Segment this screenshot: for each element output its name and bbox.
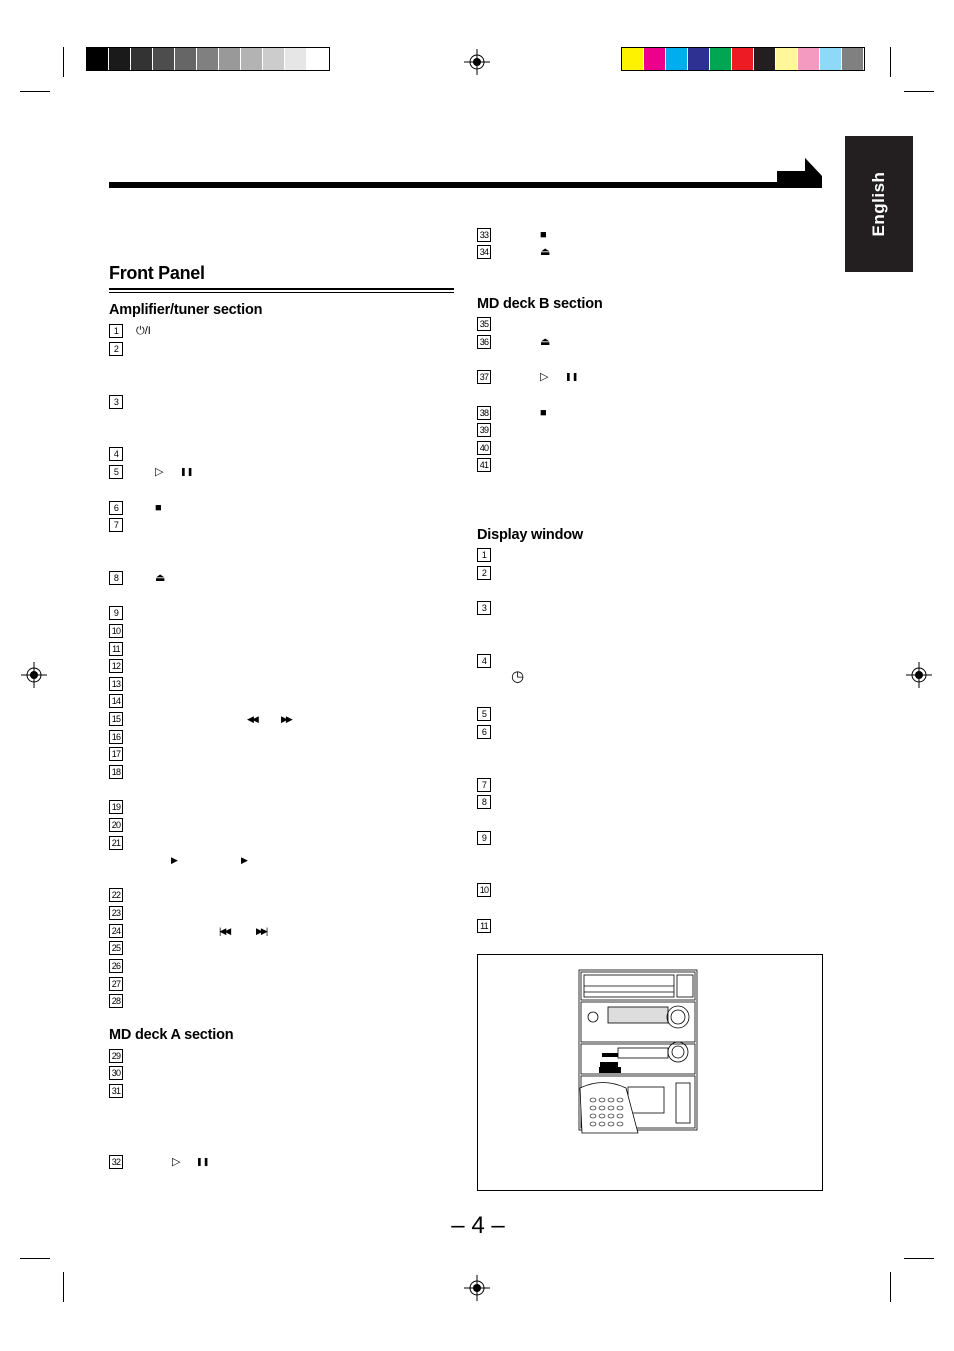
item-number-box: 9 bbox=[477, 831, 491, 845]
item-number-box: 33 bbox=[477, 228, 491, 242]
color-swatch bbox=[754, 48, 776, 70]
item-number-box: 8 bbox=[477, 795, 491, 809]
item-number-box: 2 bbox=[477, 566, 491, 580]
gray-swatch bbox=[197, 48, 219, 70]
play-solid-icon: ▶ bbox=[241, 855, 248, 865]
gray-swatch bbox=[241, 48, 263, 70]
gray-swatch bbox=[153, 48, 175, 70]
item-number-box: 28 bbox=[109, 994, 123, 1008]
item-number-box: 7 bbox=[109, 518, 123, 532]
title-rule bbox=[109, 288, 454, 290]
color-swatch bbox=[798, 48, 820, 70]
color-swatch bbox=[688, 48, 710, 70]
md-deck-a-heading: MD deck A section bbox=[109, 1027, 234, 1043]
stop-icon: ■ bbox=[540, 229, 547, 241]
color-swatch bbox=[820, 48, 842, 70]
item-number-box: 16 bbox=[109, 730, 123, 744]
item-number-box: 26 bbox=[109, 959, 123, 973]
system-illustration-frame bbox=[477, 954, 823, 1191]
crop-mark bbox=[63, 1272, 64, 1302]
gray-swatch bbox=[87, 48, 109, 70]
color-swatch bbox=[842, 48, 864, 70]
item-number-box: 7 bbox=[477, 778, 491, 792]
page-title: Front Panel bbox=[109, 263, 205, 283]
item-number-box: 11 bbox=[109, 642, 123, 656]
item-number-box: 39 bbox=[477, 423, 491, 437]
item-number-box: 24 bbox=[109, 924, 123, 938]
eject-icon: ⏏ bbox=[540, 336, 551, 348]
power-icon: ⏻/I bbox=[136, 325, 151, 337]
item-number-box: 21 bbox=[109, 836, 123, 850]
item-number-box: 6 bbox=[477, 725, 491, 739]
crop-mark bbox=[890, 47, 891, 77]
gray-swatch bbox=[263, 48, 285, 70]
timer-icon: ◷ bbox=[511, 668, 525, 685]
pause-icon: ❚❚ bbox=[180, 467, 194, 476]
title-rule-thin bbox=[109, 292, 454, 293]
item-number-box: 3 bbox=[109, 395, 123, 409]
display-window-heading: Display window bbox=[477, 527, 583, 543]
item-number-box: 38 bbox=[477, 406, 491, 420]
item-number-box: 40 bbox=[477, 441, 491, 455]
item-number-box: 3 bbox=[477, 601, 491, 615]
play-icon: ▷ bbox=[540, 371, 549, 383]
eject-icon: ⏏ bbox=[155, 572, 166, 584]
fast-forward-icon: ▶▶ bbox=[281, 714, 291, 724]
item-number-box: 35 bbox=[477, 317, 491, 331]
item-number-box: 10 bbox=[109, 624, 123, 638]
rewind-icon: ◀◀ bbox=[247, 714, 257, 724]
item-number-box: 15 bbox=[109, 712, 123, 726]
gray-swatch bbox=[131, 48, 153, 70]
crop-mark bbox=[63, 47, 64, 77]
item-number-box: 12 bbox=[109, 659, 123, 673]
gray-swatch bbox=[109, 48, 131, 70]
crop-mark bbox=[904, 1258, 934, 1259]
item-number-box: 30 bbox=[109, 1066, 123, 1080]
header-rule bbox=[109, 182, 822, 188]
color-swatch bbox=[732, 48, 754, 70]
play-icon: ▷ bbox=[172, 1156, 181, 1168]
item-number-box: 25 bbox=[109, 941, 123, 955]
crop-mark bbox=[904, 91, 934, 92]
gray-swatch-bar bbox=[86, 47, 330, 71]
registration-mark-icon bbox=[464, 1275, 490, 1301]
crop-mark bbox=[20, 91, 50, 92]
language-tab bbox=[845, 136, 913, 272]
crop-mark bbox=[890, 1272, 891, 1302]
item-number-box: 31 bbox=[109, 1084, 123, 1098]
item-number-box: 4 bbox=[477, 654, 491, 668]
gray-swatch bbox=[307, 48, 329, 70]
color-swatch bbox=[710, 48, 732, 70]
language-label: English bbox=[869, 171, 888, 237]
item-number-box: 27 bbox=[109, 977, 123, 991]
item-number-box: 14 bbox=[109, 694, 123, 708]
crop-mark bbox=[20, 1258, 50, 1259]
item-number-box: 11 bbox=[477, 919, 491, 933]
item-number-box: 5 bbox=[477, 707, 491, 721]
play-icon: ▷ bbox=[155, 466, 164, 478]
page-number: – 4 – bbox=[451, 1212, 505, 1239]
registration-mark-icon bbox=[906, 662, 932, 688]
pause-icon: ❚❚ bbox=[565, 372, 579, 381]
item-number-box: 1 bbox=[477, 548, 491, 562]
play-solid-icon: ▶ bbox=[171, 855, 178, 865]
md-deck-b-heading: MD deck B section bbox=[477, 296, 603, 312]
item-number-box: 2 bbox=[109, 342, 123, 356]
stop-icon: ■ bbox=[540, 407, 547, 419]
item-number-box: 34 bbox=[477, 245, 491, 259]
continue-arrow-icon bbox=[777, 156, 822, 182]
gray-swatch bbox=[175, 48, 197, 70]
next-track-icon: ▶▶| bbox=[256, 926, 267, 936]
item-number-box: 36 bbox=[477, 335, 491, 349]
item-number-box: 5 bbox=[109, 465, 123, 479]
color-swatch-bar bbox=[621, 47, 865, 71]
color-swatch bbox=[622, 48, 644, 70]
color-swatch bbox=[644, 48, 666, 70]
item-number-box: 1 bbox=[109, 324, 123, 338]
item-number-box: 10 bbox=[477, 883, 491, 897]
item-number-box: 4 bbox=[109, 447, 123, 461]
color-swatch bbox=[666, 48, 688, 70]
item-number-box: 6 bbox=[109, 501, 123, 515]
stop-icon: ■ bbox=[155, 502, 162, 514]
item-number-box: 13 bbox=[109, 677, 123, 691]
item-number-box: 9 bbox=[109, 606, 123, 620]
stereo-system-illustration bbox=[478, 955, 822, 1190]
item-number-box: 18 bbox=[109, 765, 123, 779]
gray-swatch bbox=[285, 48, 307, 70]
item-number-box: 20 bbox=[109, 818, 123, 832]
item-number-box: 19 bbox=[109, 800, 123, 814]
item-number-box: 17 bbox=[109, 747, 123, 761]
gray-swatch bbox=[219, 48, 241, 70]
amp-section-heading: Amplifier/tuner section bbox=[109, 302, 263, 318]
registration-mark-icon bbox=[464, 49, 490, 75]
item-number-box: 23 bbox=[109, 906, 123, 920]
item-number-box: 32 bbox=[109, 1155, 123, 1169]
item-number-box: 41 bbox=[477, 458, 491, 472]
item-number-box: 37 bbox=[477, 370, 491, 384]
previous-track-icon: |◀◀ bbox=[219, 926, 230, 936]
item-number-box: 22 bbox=[109, 888, 123, 902]
pause-icon: ❚❚ bbox=[196, 1157, 210, 1166]
eject-icon: ⏏ bbox=[540, 246, 551, 258]
color-swatch bbox=[776, 48, 798, 70]
item-number-box: 29 bbox=[109, 1049, 123, 1063]
item-number-box: 8 bbox=[109, 571, 123, 585]
registration-mark-icon bbox=[21, 662, 47, 688]
